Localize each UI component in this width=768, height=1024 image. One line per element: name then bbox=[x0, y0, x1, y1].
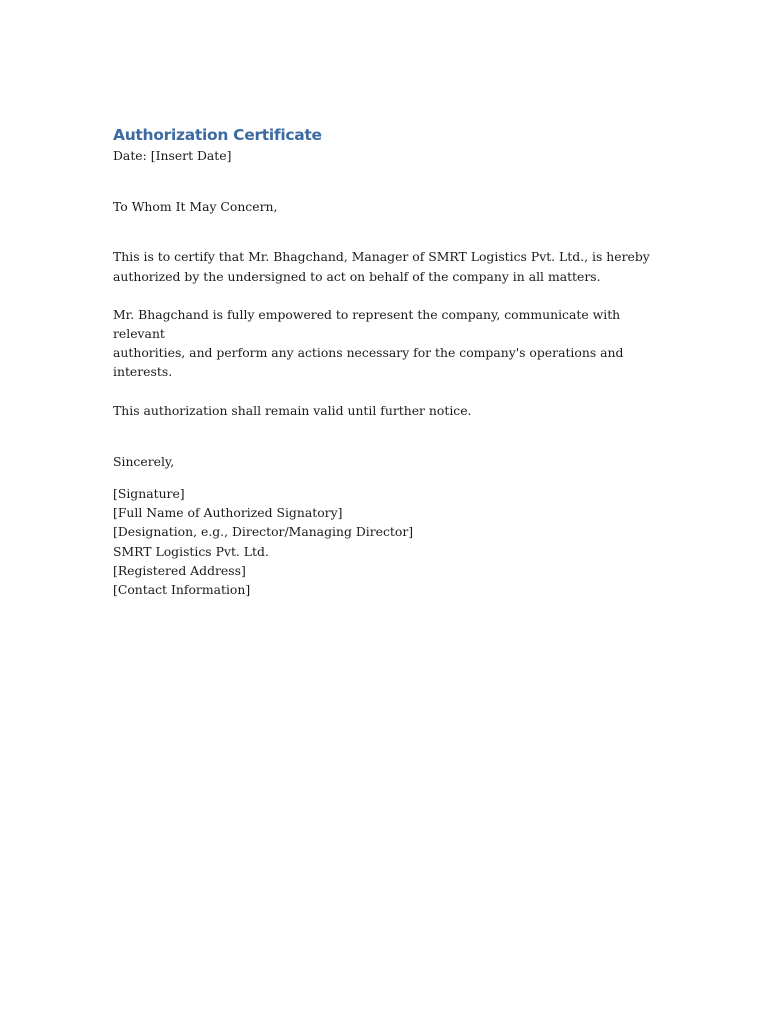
registered-address: [Registered Address] bbox=[113, 562, 246, 578]
paragraph-line: This is to certify that Mr. Bhagchand, Manager of SMRT Logistics Pvt. Ltd., is hereby bbox=[113, 249, 650, 265]
company-name: SMRT Logistics Pvt. Ltd. bbox=[113, 543, 269, 559]
signatory-designation: [Designation, e.g., Director/Managing Director] bbox=[113, 524, 414, 540]
paragraph-empowerment bbox=[113, 305, 673, 382]
document-title: Authorization Certificate bbox=[113, 126, 322, 144]
contact-information: [Contact Information] bbox=[113, 582, 251, 598]
paragraph-line: This authorization shall remain valid until further notice. bbox=[113, 402, 472, 418]
date-line: Date: [Insert Date] bbox=[113, 148, 232, 163]
salutation: To Whom It May Concern, bbox=[113, 199, 278, 215]
document-body bbox=[113, 124, 673, 599]
paragraph-line: authorities, and perform any actions necessary for the company's operations and interests. bbox=[113, 345, 624, 380]
paragraph-line: authorized by the undersigned to act on behalf of the company in all matters. bbox=[113, 268, 601, 284]
signature-block bbox=[113, 484, 673, 599]
signatory-name: [Full Name of Authorized Signatory] bbox=[113, 505, 343, 521]
paragraph-certification bbox=[113, 247, 673, 285]
closing: Sincerely, bbox=[113, 453, 175, 469]
paragraph-line: Mr. Bhagchand is fully empowered to represent the company, communicate with relevant bbox=[113, 306, 621, 342]
signature-placeholder: [Signature] bbox=[113, 486, 185, 502]
paragraph-validity bbox=[113, 401, 673, 420]
